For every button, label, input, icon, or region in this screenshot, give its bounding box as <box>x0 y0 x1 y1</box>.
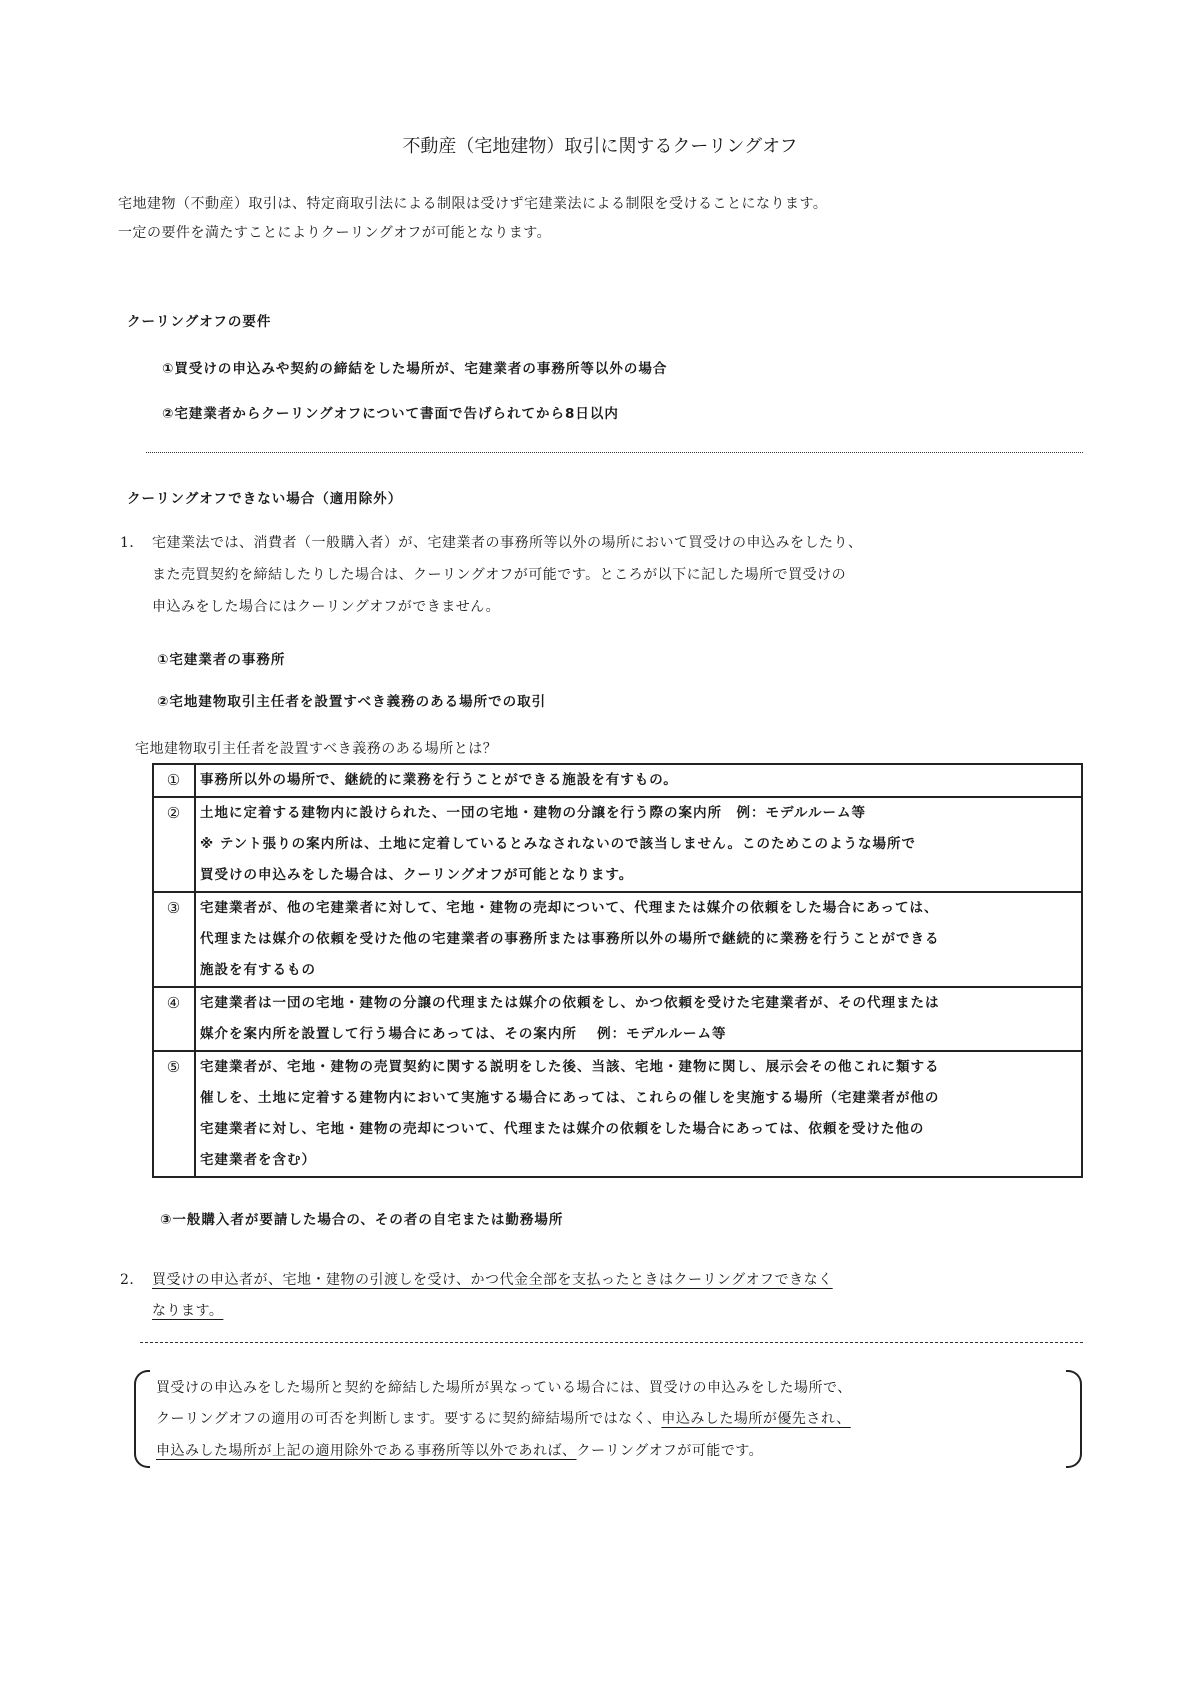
table-row <box>153 1051 1082 1177</box>
row-text: 宅建業者を含む） <box>200 1152 316 1168</box>
page-title: 不動産（宅地建物）取引に関するクーリングオフ <box>402 136 798 157</box>
table-row <box>153 892 1082 987</box>
row-number: ① <box>166 771 182 789</box>
para1-number: 1． <box>120 535 144 551</box>
row-text: 宅建業者に対し、宅地・建物の売却について、代理または媒介の依頼をした場合にあっては、依頼を受けた他の <box>200 1121 925 1137</box>
exceptions-heading: クーリングオフできない場合（適用除外） <box>127 491 403 507</box>
requirements-heading: クーリングオフの要件 <box>127 314 272 330</box>
note-emphasis: 申込みした場所が上記の適用除外である事務所等以外であれば、 <box>156 1443 577 1459</box>
row-text: 施設を有するもの <box>200 962 316 978</box>
note-bracket-right <box>1066 1370 1082 1468</box>
row-text: 宅建業者が、宅地・建物の売買契約に関する説明をした後、当該、宅地・建物に関し、展示会その他これに類する <box>200 1059 940 1075</box>
requirement-item: ①買受けの申込みや契約の締結をした場所が、宅建業者の事務所等以外の場合 <box>162 361 668 377</box>
row-number: ② <box>166 804 182 822</box>
place-item: ①宅建業者の事務所 <box>157 652 286 668</box>
place-item: ②宅地建物取引主任者を設置すべき義務のある場所での取引 <box>157 694 547 710</box>
table-caption: 宅地建物取引主任者を設置すべき義務のある場所とは？ <box>135 741 498 757</box>
requirement-item: ②宅建業者からクーリングオフについて書面で告げられてから8日以内 <box>162 406 619 422</box>
row-text: 買受けの申込みをした場合は、クーリングオフが可能となります。 <box>200 867 634 883</box>
row-text: ※ テント張りの案内所は、土地に定着しているとみなされないので該当しません。このためこのような場所で <box>200 836 916 852</box>
row-text: 媒介を案内所を設置して行う場合にあっては、その案内所 例：モデルルーム等 <box>200 1026 727 1042</box>
place-item: ③一般購入者が要請した場合の、その者の自宅または勤務場所 <box>160 1212 564 1228</box>
note-bracket-left <box>134 1370 150 1468</box>
row-text: 宅建業者が、他の宅建業者に対して、宅地・建物の売却について、代理または媒介の依頼をした場合にあっては、 <box>200 900 939 916</box>
intro-line: 宅地建物（不動産）取引は、特定商取引法による制限は受けず宅建業法による制限を受けることになります。 <box>118 196 828 212</box>
para2-line: なります。 <box>152 1303 224 1319</box>
note-text: クーリングオフが可能です。 <box>576 1443 764 1459</box>
para2-number: 2． <box>120 1272 144 1288</box>
row-number: ⑤ <box>166 1058 182 1076</box>
row-text: 土地に定着する建物内に設けられた、一団の宅地・建物の分譲を行う際の案内所 例：モデルルーム等 <box>200 805 866 821</box>
table-row <box>153 987 1082 1051</box>
table-row <box>153 764 1082 797</box>
note-line: 買受けの申込みをした場所と契約を締結した場所が異なっている場合には、買受けの申込みをした場所で、 <box>156 1380 852 1396</box>
para2-line: 買受けの申込者が、宅地・建物の引渡しを受け、かつ代金全部を支払ったときはクーリングオフできなく <box>152 1272 833 1288</box>
divider <box>146 452 1083 453</box>
divider <box>140 1342 1083 1343</box>
row-text: 催しを、土地に定着する建物内において実施する場合にあっては、これらの催しを実施する場所（宅建業者が他の <box>200 1090 940 1106</box>
para1-line: 宅建業法では、消費者（一般購入者）が、宅建業者の事務所等以外の場所において買受けの申込みをしたり、 <box>152 535 863 551</box>
intro-line: 一定の要件を満たすことによりクーリングオフが可能となります。 <box>118 225 552 241</box>
para1-line: 申込みをした場合にはクーリングオフができません。 <box>152 599 501 615</box>
row-text: 事務所以外の場所で、継続的に業務を行うことができる施設を有すもの。 <box>200 772 678 788</box>
note-emphasis: 申込みした場所が優先され、 <box>661 1411 851 1427</box>
table-row <box>153 797 1082 892</box>
note-line <box>156 1408 851 1428</box>
note-line <box>156 1440 763 1460</box>
row-number: ④ <box>166 994 182 1012</box>
para1-line: また売買契約を締結したりした場合は、クーリングオフが可能です。ところが以下に記した場所で買受けの <box>152 567 847 583</box>
row-text: 宅建業者は一団の宅地・建物の分譲の代理または媒介の依頼をし、かつ依頼を受けた宅建業者が、その代理または <box>200 995 940 1011</box>
row-text: 代理または媒介の依頼を受けた他の宅建業者の事務所または事務所以外の場所で継続的に業務を行うことができる <box>200 931 940 947</box>
note-text: クーリングオフの適用の可否を判断します。要するに契約締結場所ではなく、 <box>156 1411 662 1427</box>
row-number: ③ <box>166 899 182 917</box>
places-table <box>152 763 1083 1178</box>
